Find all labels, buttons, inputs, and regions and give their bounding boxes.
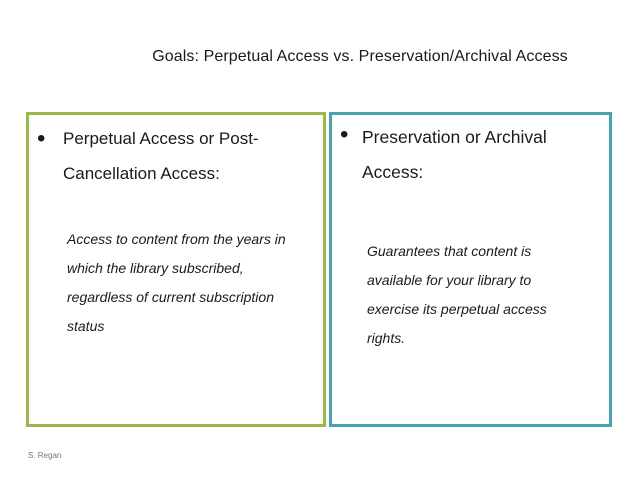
heading-line: Preservation or Archival [362,127,547,147]
slide-title: Goals: Perpetual Access vs. Preservation/Archival Access [152,48,568,65]
description-line: rights. [367,330,406,346]
description-line: which the library subscribed, [67,260,244,276]
perpetual-access-panel [26,112,326,427]
description-line: status [67,318,105,334]
description-line: available for your library to [367,272,532,288]
preservation-access-description [367,237,597,353]
bullet-marker: • [37,125,46,152]
description-line: Guarantees that content is [367,243,532,259]
heading-line: Perpetual Access or Post- [63,129,259,148]
bullet-marker: • [340,121,349,148]
heading-line: Access: [362,162,424,182]
perpetual-access-heading [63,121,313,191]
description-line: Access to content from the years in [67,231,286,247]
heading-line: Cancellation Access: [63,164,220,183]
perpetual-access-description [67,225,317,341]
preservation-access-panel [329,112,612,427]
description-line: regardless of current subscription [67,289,274,305]
preservation-access-heading [362,120,602,190]
description-line: exercise its perpetual access [367,301,547,317]
author-footer: S. Regan [28,451,62,460]
